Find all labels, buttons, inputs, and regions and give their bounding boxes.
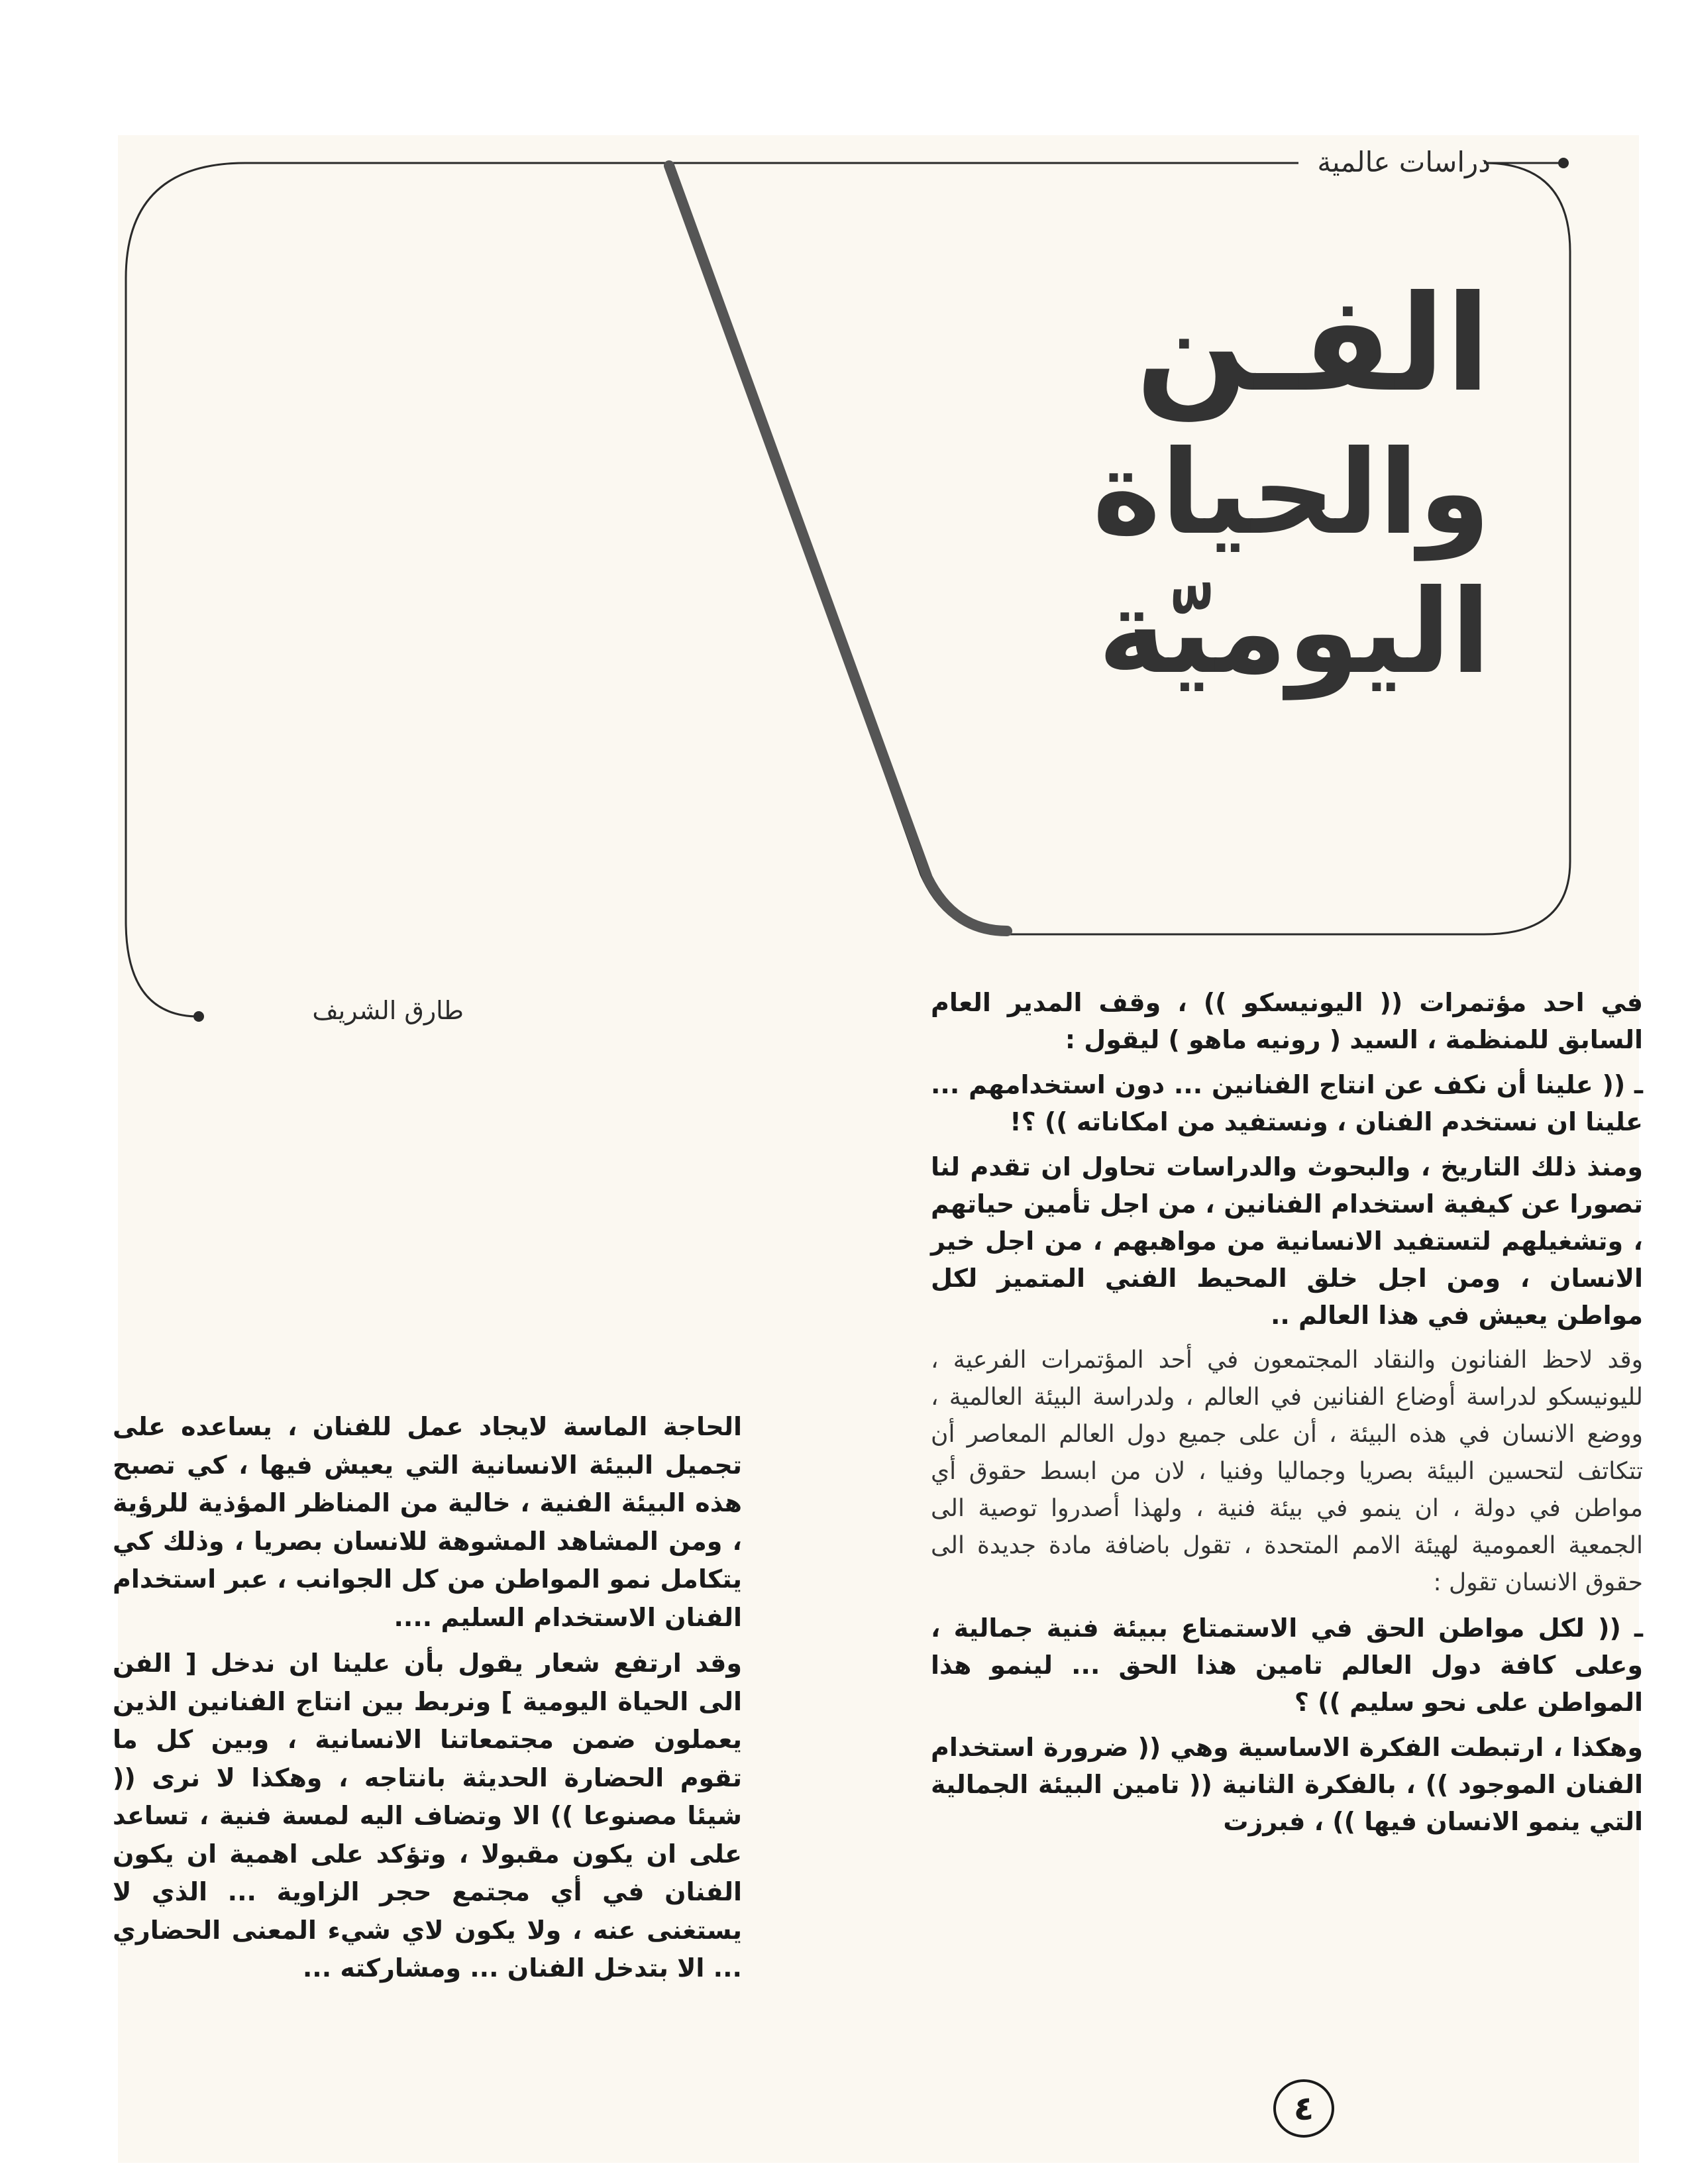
paragraph: ـ (( علينا أن نكف عن انتاج الفنانين ... دون استخدامهم ... علينا ان نستخدم الفنان ، ونستفيد من امكاناته )) ؟!: [931, 1070, 1643, 1136]
section-label: دراسات عالمية: [1317, 146, 1491, 178]
paragraph: وقد ارتفع شعار يقول بأن علينا ان ندخل [ الفن الى الحياة اليومية ] ونربط بين انتاج الفنانين الذين يعملون ضمن مجتمعاتنا الانسانية ، وبين كل ما تقوم الحضارة الحديثة بانتاجه ، وهكذا لا نرى (( شيئا مصنوعا )) الا وتضاف اليه لمسة فنية ، تساعد على ان يكون مقبولا ، وتؤكد على اهمية ان يكون الفنان في أي مجتمع حجر الزاوية ... الذي لا يستغنى عنه ، ولا يكون لاي شيء المعنى الحضاري ... الا بتدخل الفنان ... ومشاركته ...: [113, 1649, 742, 1983]
author-name: طارق الشريف: [312, 996, 464, 1025]
paragraph: وقد لاحظ الفنانون والنقاد المجتمعون في أحد المؤتمرات الفرعية ، لليونيسكو لدراسة أوضاع الفنانين في العالم ، ولدراسة البيئة العالمية ، ووضع الانسان في هذه البيئة ، أن على جميع دول العالم المعاصر أن تتكاتف لتحسين البيئة بصريا وجماليا وفنيا ، لان من ابسط حقوق أي مواطن في دولة ، ان ينمو في بيئة فنية ، ولهذا أصدروا توصية الى الجمعية العمومية لهيئة الامم المتحدة ، تقول باضافة مادة جديدة الى حقوق الانسان تقول :: [931, 1346, 1643, 1596]
article-title-line1: الفـن: [1135, 267, 1491, 421]
article-title-line2: والحياة اليوميّة: [1092, 426, 1491, 700]
paragraph: وهكذا ، ارتبطت الفكرة الاساسية وهي (( ضرورة استخدام الفنان الموجود )) ، بالفكرة الثانية (( تامين البيئة الجمالية التي ينمو الانسان فيها )) ، فبرزت: [931, 1733, 1643, 1836]
paragraph: ـ (( لكل مواطن الحق في الاستمتاع ببيئة فنية جمالية ، وعلى كافة دول العالم تامين هذا الحق ... لينمو هذا المواطن على نحو سليم )) ؟: [931, 1613, 1643, 1717]
left-text-column: [113, 1408, 742, 1996]
paragraph: الحاجة الماسة لايجاد عمل للفنان ، يساعده على تجميل البيئة الانسانية التي يعيش فيها ، كي تصبح هذه البيئة الفنية ، خالية من المناظر المؤذية للرؤية ، ومن المشاهد المشوهة للانسان بصريا ، وذلك كي يتكامل نمو المواطن من كل الجوانب ، عبر استخدام الفنان الاستخدام السليم ....: [113, 1412, 742, 1632]
page-number: ٤: [1293, 2089, 1314, 2128]
paragraph: في احد مؤتمرات (( اليونيسكو )) ، وقف المدير العام السابق للمنظمة ، السيد ( رونيه ماهو ) ليقول :: [931, 988, 1643, 1054]
right-text-column: [931, 984, 1643, 1848]
paragraph: ومنذ ذلك التاريخ ، والبحوث والدراسات تحاول ان تقدم لنا تصورا عن كيفية استخدام الفنانين ، من اجل تأمين حياتهم ، وتشغيلهم لتستفيد الانسانية من مواهبهم ، من اجل خير الانسان ، ومن اجل خلق المحيط الفني المتميز لكل مواطن يعيش في هذا العالم ..: [931, 1152, 1643, 1330]
